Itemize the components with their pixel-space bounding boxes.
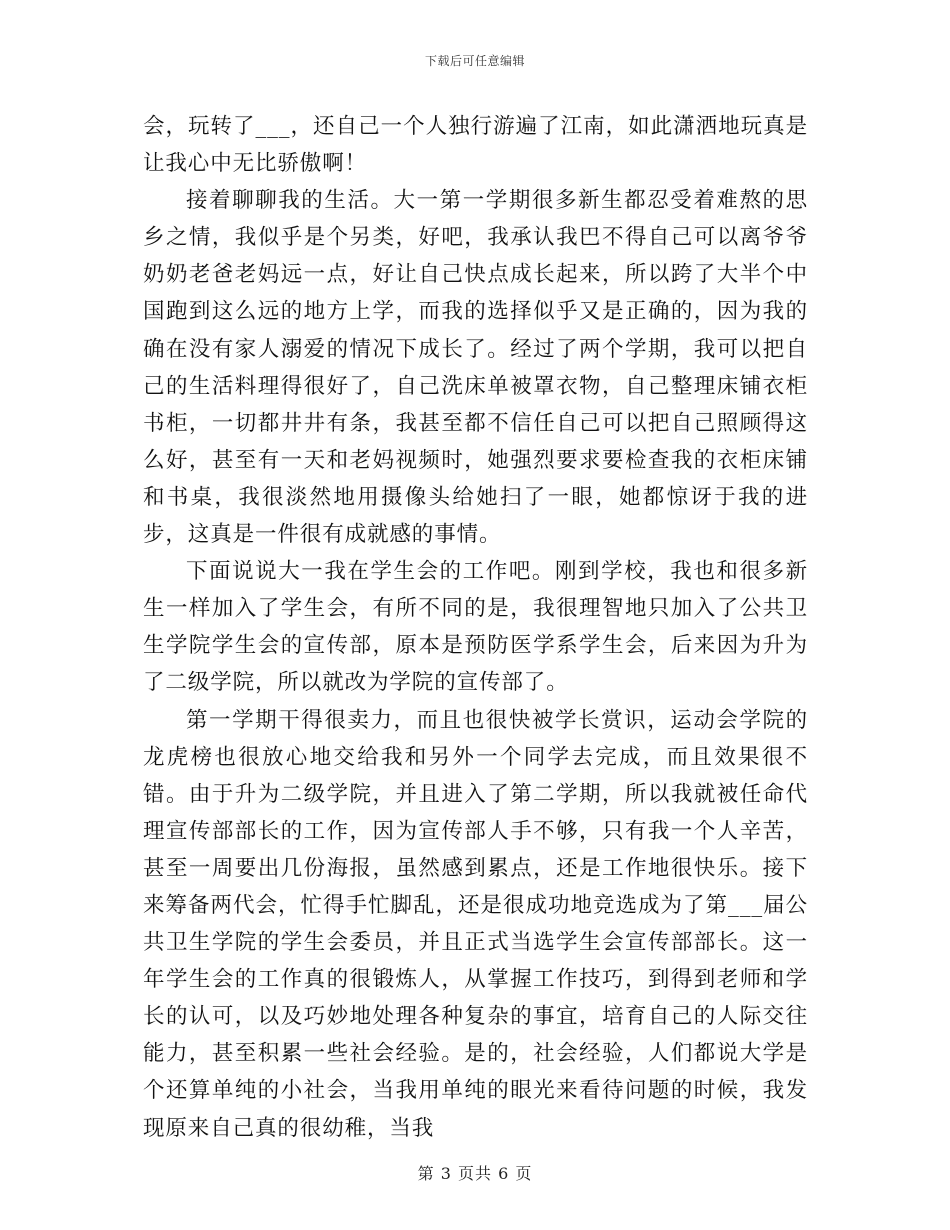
document-body — [143, 108, 808, 1147]
paragraph-first-semester: 第一学期干得很卖力，而且也很快被学长赏识，运动会学院的龙虎榜也很放心地交给我和另外一个同学去完成，而且效果很不错。由于升为二级学院，并且进入了第二学期，所以我就被任命代理宣传部部长的工作，因为宣传部人手不够，只有我一个人辛苦，甚至一周要出几份海报，虽然感到累点，还是工作地很快乐。接下来筹备两代会，忙得手忙脚乱，还是很成功地竞选成为了第___届公共卫生学院的学生会委员，并且正式当选学生会宣传部部长。这一年学生会的工作真的很锻炼人，从掌握工作技巧，到得到老师和学长的认可，以及巧妙地处理各种复杂的事宜，培育自己的人际交往能力，甚至积累一些社会经验。是的，社会经验，人们都说大学是个还算单纯的小社会，当我用单纯的眼光来看待问题的时候，我发现原来自己真的很幼稚，当我 — [143, 707, 808, 1141]
page-number-footer: 第 3 页共 6 页 — [417, 1164, 533, 1183]
paragraph-continuation: 会，玩转了___，还自己一个人独行游遍了江南，如此潇洒地玩真是让我心中无比骄傲啊！ — [143, 114, 808, 177]
page-header: 下载后可任意编辑 — [424, 54, 525, 68]
paragraph-student-union: 下面说说大一我在学生会的工作吧。刚到学校，我也和很多新生一样加入了学生会，有所不同的是，我很理智地只加入了公共卫生学院学生会的宣传部，原本是预防医学系学生会，后来因为升为了二级学院，所以就改为学院的宣传部了。 — [143, 559, 808, 696]
paragraph-life: 接着聊聊我的生活。大一第一学期很多新生都忍受着难熬的思乡之情，我似乎是个另类，好吧，我承认我巴不得自己可以离爷爷奶奶老爸老妈远一点，好让自己快点成长起来，所以跨了大半个中国跑到这么远的地方上学，而我的选择似乎又是正确的，因为我的确在没有家人溺爱的情况下成长了。经过了两个学期，我可以把自己的生活料理得很好了，自己洗床单被罩衣物，自己整理床铺衣柜书柜，一切都井井有条，我甚至都不信任自己可以把自己照顾得这么好，甚至有一天和老妈视频时，她强烈要求要检查我的衣柜床铺和书桌，我很淡然地用摄像头给她扫了一眼，她都惊讶于我的进步，这真是一件很有成就感的事情。 — [143, 188, 808, 548]
